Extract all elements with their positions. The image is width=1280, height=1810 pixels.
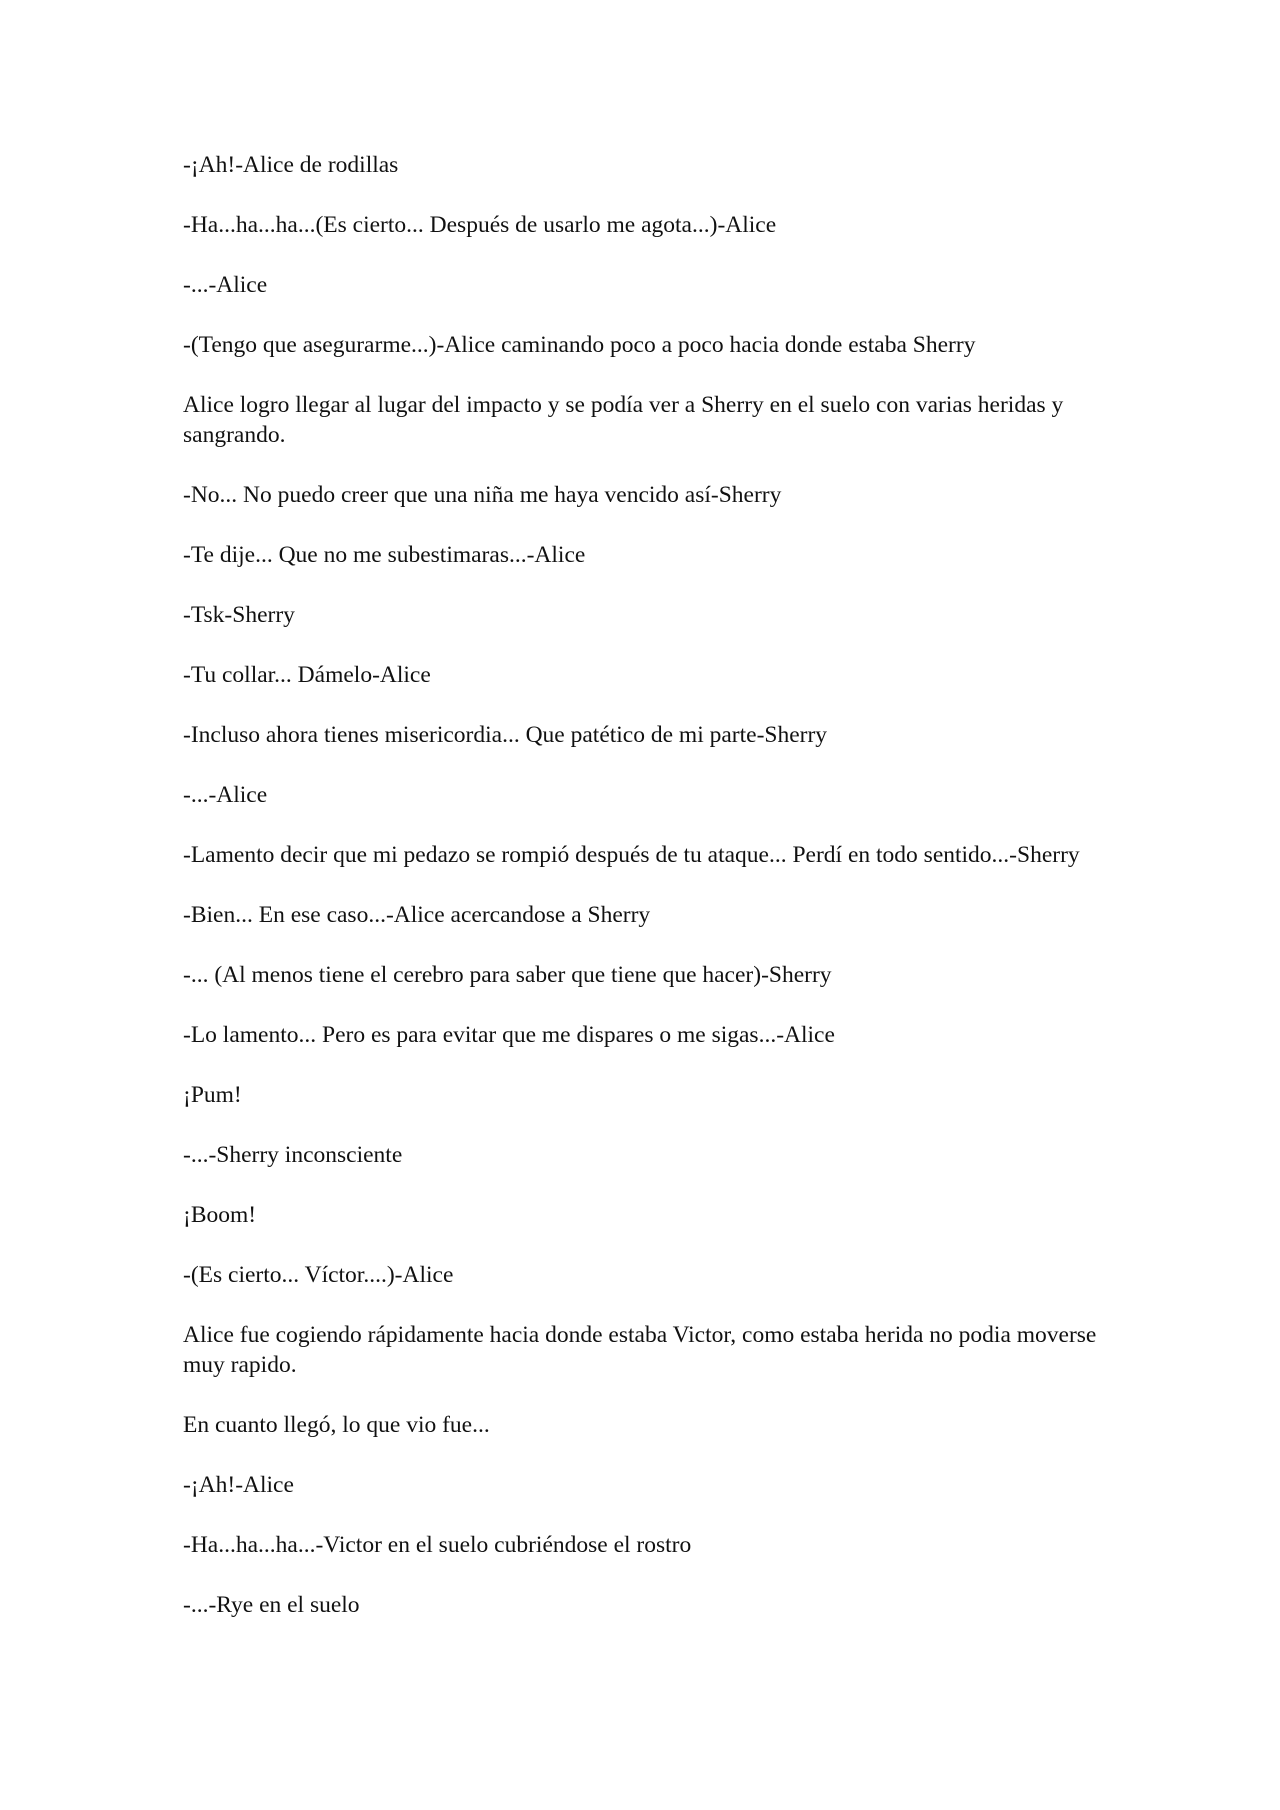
paragraph: -(Es cierto... Víctor....)-Alice xyxy=(183,1262,454,1288)
paragraph: ¡Boom! xyxy=(183,1202,257,1228)
paragraph: -Ha...ha...ha...(Es cierto... Después de usarlo me agota...)-Alice xyxy=(183,212,777,238)
paragraph: -Bien... En ese caso...-Alice acercandose a Sherry xyxy=(183,902,651,928)
paragraph: -...-Sherry inconsciente xyxy=(183,1142,403,1168)
paragraph: -Te dije... Que no me subestimaras...-Alice xyxy=(183,542,586,568)
paragraph: -... (Al menos tiene el cerebro para saber que tiene que hacer)-Sherry xyxy=(183,962,832,988)
paragraph: -...-Alice xyxy=(183,272,268,298)
paragraph: -Tu collar... Dámelo-Alice xyxy=(183,662,431,688)
paragraph: En cuanto llegó, lo que vio fue... xyxy=(183,1412,490,1438)
paragraph: -Lamento decir que mi pedazo se rompió después de tu ataque... Perdí en todo sentido...-Sherry xyxy=(183,842,1080,868)
paragraph: -Incluso ahora tienes misericordia... Que patético de mi parte-Sherry xyxy=(183,722,828,748)
paragraph: -Tsk-Sherry xyxy=(183,602,295,628)
paragraph: Alice fue cogiendo rápidamente hacia donde estaba Victor, como estaba herida no podia moverse muy rapido. xyxy=(183,1322,1097,1378)
paragraph: -¡Ah!-Alice xyxy=(183,1472,294,1498)
paragraph: -...-Rye en el suelo xyxy=(183,1592,360,1618)
paragraph: -...-Alice xyxy=(183,782,268,808)
paragraph: -(Tengo que asegurarme...)-Alice caminando poco a poco hacia donde estaba Sherry xyxy=(183,332,976,358)
paragraph: -Lo lamento... Pero es para evitar que me dispares o me sigas...-Alice xyxy=(183,1022,835,1048)
document-body xyxy=(183,150,1103,1650)
paragraph: -¡Ah!-Alice de rodillas xyxy=(183,152,399,178)
paragraph: ¡Pum! xyxy=(183,1082,242,1108)
paragraph: -No... No puedo creer que una niña me haya vencido así-Sherry xyxy=(183,482,782,508)
paragraph: Alice logro llegar al lugar del impacto y se podía ver a Sherry en el suelo con varias heridas y sangrando. xyxy=(183,392,1064,448)
paragraph: -Ha...ha...ha...-Victor en el suelo cubriéndose el rostro xyxy=(183,1532,692,1558)
